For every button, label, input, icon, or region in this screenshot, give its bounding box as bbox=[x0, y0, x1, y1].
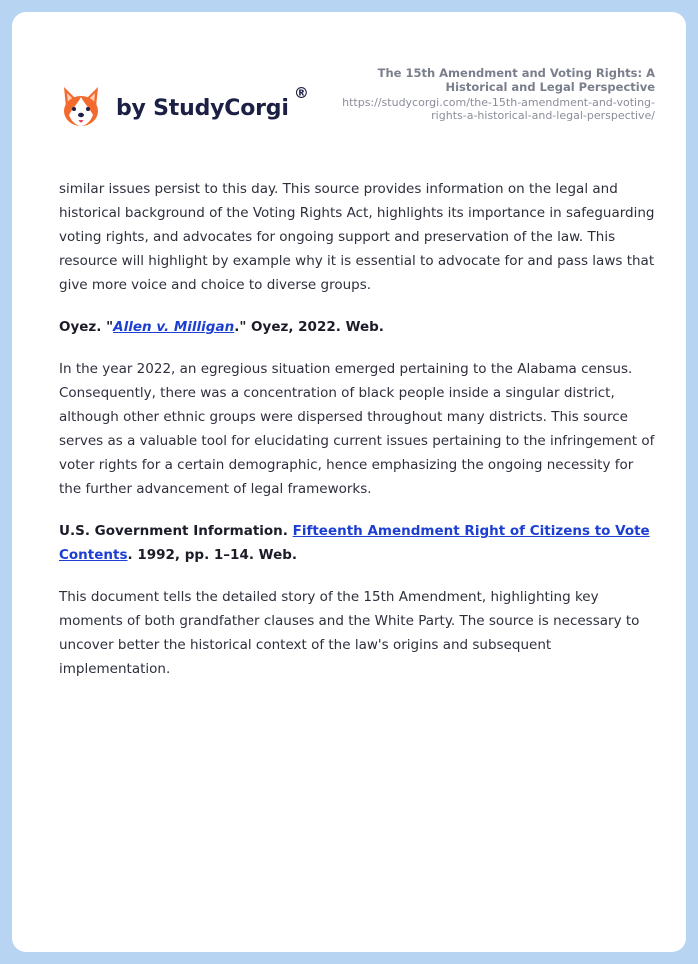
reference-us-government: U.S. Government Information. Fifteenth Amendment Right of Citizens to Vote Contents. 1992, pp. 1–14. Web. bbox=[59, 523, 650, 563]
paragraph-voting-rights-act: similar issues persist to this day. This source provides information on the legal and historical background of the Voting Rights Act, highlights its importance in safeguarding voting rights, and advocates for ongoing support and preservation of the law. This resource will highlight by example why it is essential to advocate for and pass laws that give more voice and choice to diverse groups. bbox=[59, 181, 655, 293]
reference-link-allen-v-milligan[interactable]: Allen v. Milligan bbox=[113, 319, 235, 335]
document-page bbox=[12, 12, 686, 952]
studycorgi-logo[interactable] bbox=[60, 76, 309, 136]
document-body bbox=[59, 177, 659, 699]
brand-name: by StudyCorgi ® bbox=[116, 83, 309, 121]
document-title: The 15th Amendment and Voting Rights: A Historical and Legal Perspective bbox=[377, 66, 655, 94]
registered-mark: ® bbox=[293, 83, 309, 102]
reference-link-fifteenth-amendment[interactable]: Fifteenth Amendment Right of Citizens to Vote Contents bbox=[59, 523, 650, 563]
reference-oyez: Oyez. "Allen v. Milligan." Oyez, 2022. Web. bbox=[59, 319, 384, 335]
document-url[interactable]: https://studycorgi.com/the-15th-amendment-and-voting-rights-a-historical-and-legal-perspective/ bbox=[342, 96, 655, 122]
paragraph-alabama-census: In the year 2022, an egregious situation emerged pertaining to the Alabama census. Consequently, there was a concentration of black people inside a singular district, although other ethnic groups were dispersed throughout many districts. This source serves as a valuable tool for elucidating current issues pertaining to the infringement of voter rights for a certain demographic, hence emphasizing the ongoing necessity for the further advancement of legal frameworks. bbox=[59, 361, 655, 497]
corgi-icon bbox=[60, 83, 102, 129]
paragraph-fifteenth-amendment: This document tells the detailed story of the 15th Amendment, highlighting key moments of both grandfather clauses and the White Party. The source is necessary to uncover better the historical context of the law's origins and subsequent implementation. bbox=[59, 589, 640, 677]
document-info bbox=[315, 66, 655, 122]
